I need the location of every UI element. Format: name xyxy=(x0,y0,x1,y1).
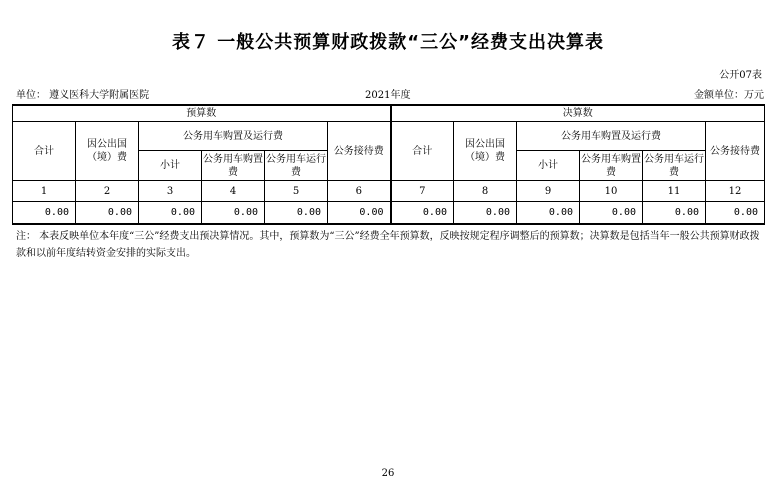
header-budget-vehicle-running: 公务用车运行费 xyxy=(265,151,328,181)
header-actual-vehicle: 公务用车购置及运行费 xyxy=(517,122,706,151)
header-actual-vehicle-purchase: 公务用车购置费 xyxy=(580,151,643,181)
column-index: 4 xyxy=(202,181,265,202)
form-number: 公开07表 xyxy=(719,70,762,81)
header-budget-total: 合计 xyxy=(13,122,76,181)
value-cell: 0.00 xyxy=(76,202,139,225)
column-index: 6 xyxy=(328,181,391,202)
group-budget: 预算数 xyxy=(13,105,391,122)
header-actual-vehicle-running: 公务用车运行费 xyxy=(643,151,706,181)
header-budget-vehicle-purchase: 公务用车购置费 xyxy=(202,151,265,181)
unit-label: 单位： 遵义医科大学附属医院 xyxy=(16,90,150,101)
header-actual-subtotal: 小计 xyxy=(517,151,580,181)
column-index: 10 xyxy=(580,181,643,202)
value-row xyxy=(13,202,765,225)
column-index: 1 xyxy=(13,181,76,202)
group-header-row xyxy=(13,105,765,122)
column-index: 7 xyxy=(391,181,454,202)
column-index: 5 xyxy=(265,181,328,202)
value-cell: 0.00 xyxy=(454,202,517,225)
value-cell: 0.00 xyxy=(265,202,328,225)
index-row xyxy=(13,181,765,202)
column-index: 9 xyxy=(517,181,580,202)
header-budget-subtotal: 小计 xyxy=(139,151,202,181)
header-actual-reception: 公务接待费 xyxy=(706,122,765,181)
header-budget-abroad: 因公出国（境）费 xyxy=(76,122,139,181)
column-index: 2 xyxy=(76,181,139,202)
expenditure-table xyxy=(12,104,765,225)
header-row-1 xyxy=(13,122,765,151)
value-cell: 0.00 xyxy=(706,202,765,225)
group-actual: 决算数 xyxy=(391,105,765,122)
column-index: 3 xyxy=(139,181,202,202)
value-cell: 0.00 xyxy=(643,202,706,225)
value-cell: 0.00 xyxy=(13,202,76,225)
value-cell: 0.00 xyxy=(139,202,202,225)
page-number: 26 xyxy=(381,468,395,479)
table-title: 表７ 一般公共预算财政拨款“三公”经费支出决算表 xyxy=(172,32,604,53)
table-note: 注： 本表反映单位本年度“三公”经费支出预决算情况。其中，预算数为“三公”经费全年预算数，反映按规定程序调整后的预算数；决算数是包括当年一般公共预算财政拨款和以前年度结转资金安排的实际支出。 xyxy=(16,231,760,259)
value-cell: 0.00 xyxy=(202,202,265,225)
value-cell: 0.00 xyxy=(580,202,643,225)
header-actual-total: 合计 xyxy=(391,122,454,181)
value-cell: 0.00 xyxy=(328,202,391,225)
column-index: 11 xyxy=(643,181,706,202)
header-budget-reception: 公务接待费 xyxy=(328,122,391,181)
column-index: 8 xyxy=(454,181,517,202)
header-actual-abroad: 因公出国（境）费 xyxy=(454,122,517,181)
value-cell: 0.00 xyxy=(391,202,454,225)
column-index: 12 xyxy=(706,181,765,202)
fiscal-year: 2021年度 xyxy=(365,90,411,101)
value-cell: 0.00 xyxy=(517,202,580,225)
money-unit: 金额单位：万元 xyxy=(694,90,764,101)
meta-row xyxy=(12,86,764,100)
header-budget-vehicle: 公务用车购置及运行费 xyxy=(139,122,328,151)
